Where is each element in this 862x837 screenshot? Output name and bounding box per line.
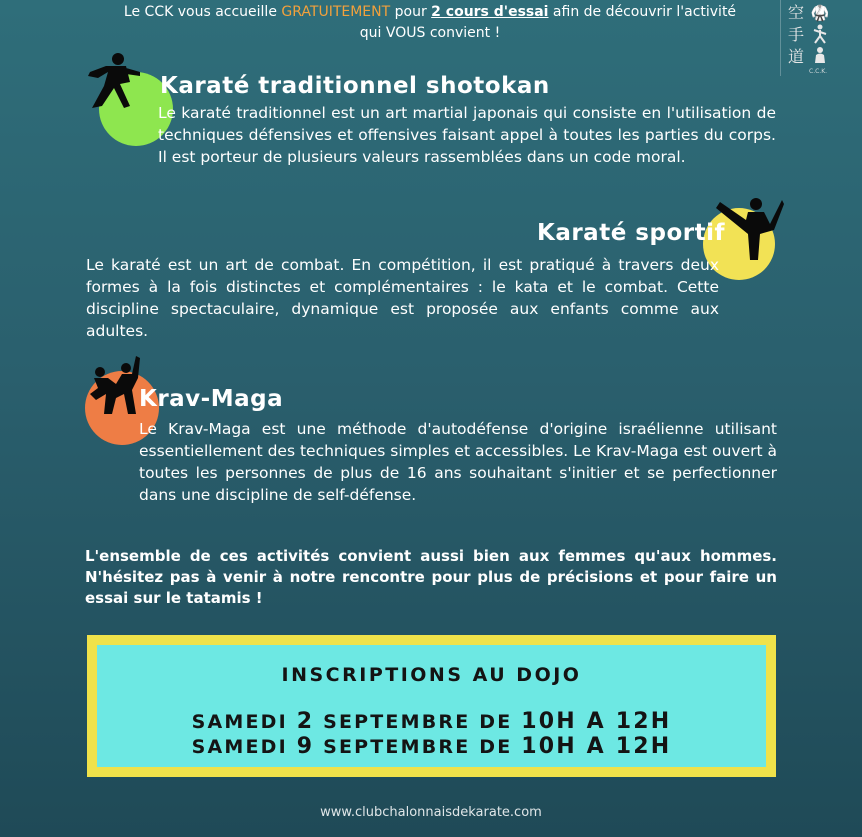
closing-text: L'ensemble de ces activités convient aussi bien aux femmes qu'aux hommes. N'hésitez pas à venir à notre rencontre pour plus de précisions et pour faire un essai sur le tatamis ! [85, 547, 777, 607]
logo-char-te: 手 [787, 25, 804, 44]
date-time: 10H A 12H [521, 709, 672, 734]
date-rest: SEPTEMBRE DE [314, 711, 522, 733]
date-day: SAMEDI [191, 736, 297, 758]
intro-part1: Le CCK vous accueille [123, 4, 282, 20]
logo-kick-icon: 🥋 [810, 4, 830, 22]
date-time: 10H A 12H [521, 734, 672, 759]
inscriptions-box [87, 635, 776, 777]
section-title-krav-maga: Krav-Maga [139, 386, 284, 412]
website-link[interactable]: www.clubchalonnaisdekarate.com [320, 805, 542, 820]
karateka-stance-icon [86, 50, 146, 112]
intro-bold: 2 cours d'essai [431, 4, 549, 20]
krav-maga-fighters-icon [86, 354, 142, 416]
logo-char-kara: 空 [787, 3, 804, 22]
intro-highlight: GRATUITEMENT [281, 4, 391, 20]
inscriptions-box-inner [97, 645, 766, 767]
date-rest: SEPTEMBRE DE [314, 736, 522, 758]
section-text-sportif: Le karaté est un art de combat. En compétition, il est pratiqué à travers deux formes à la fois distinctes et complémentaires : le kata et le combat. Cette discipline spectaculaire, dynamique est proposée aux enfants comme aux adultes. [86, 256, 719, 340]
section-text-shotokan: Le karaté traditionnel est un art martial japonais qui consiste en l'utilisation de techniques défensives et offensives faisant appel à toutes les parties du corps. Il est porteur de plusieurs valeurs rassemblées dans un code moral. [158, 104, 776, 166]
logo-caption: C.C.K. [809, 68, 828, 75]
logo-stance-icon [809, 24, 831, 46]
intro-line2: qui VOUS convient ! [359, 25, 501, 41]
date-num: 9 [296, 734, 315, 759]
inscriptions-title: INSCRIPTIONS AU DOJO [281, 664, 582, 686]
date-num: 2 [296, 709, 315, 734]
intro-text [70, 2, 790, 44]
logo-bow-icon [809, 46, 831, 68]
section-title-shotokan: Karaté traditionnel shotokan [160, 73, 550, 99]
inscription-date-1 [97, 709, 766, 734]
logo-char-do: 道 [787, 47, 804, 66]
club-logo [780, 0, 837, 76]
intro-part2: pour [390, 4, 432, 20]
inscription-date-2 [97, 734, 766, 759]
intro-part3: afin de découvrir l'activité [548, 4, 737, 20]
date-day: SAMEDI [191, 711, 297, 733]
section-text-krav-maga: Le Krav-Maga est une méthode d'autodéfense d'origine israélienne utilisant essentiellement des techniques simples et accessibles. Le Krav-Maga est ouvert à toutes les personnes de plus de 16 ans souhaitant s'initier et se perfectionner dans une discipline de self-défense. [139, 420, 777, 504]
section-title-sportif: Karaté sportif [537, 220, 725, 246]
